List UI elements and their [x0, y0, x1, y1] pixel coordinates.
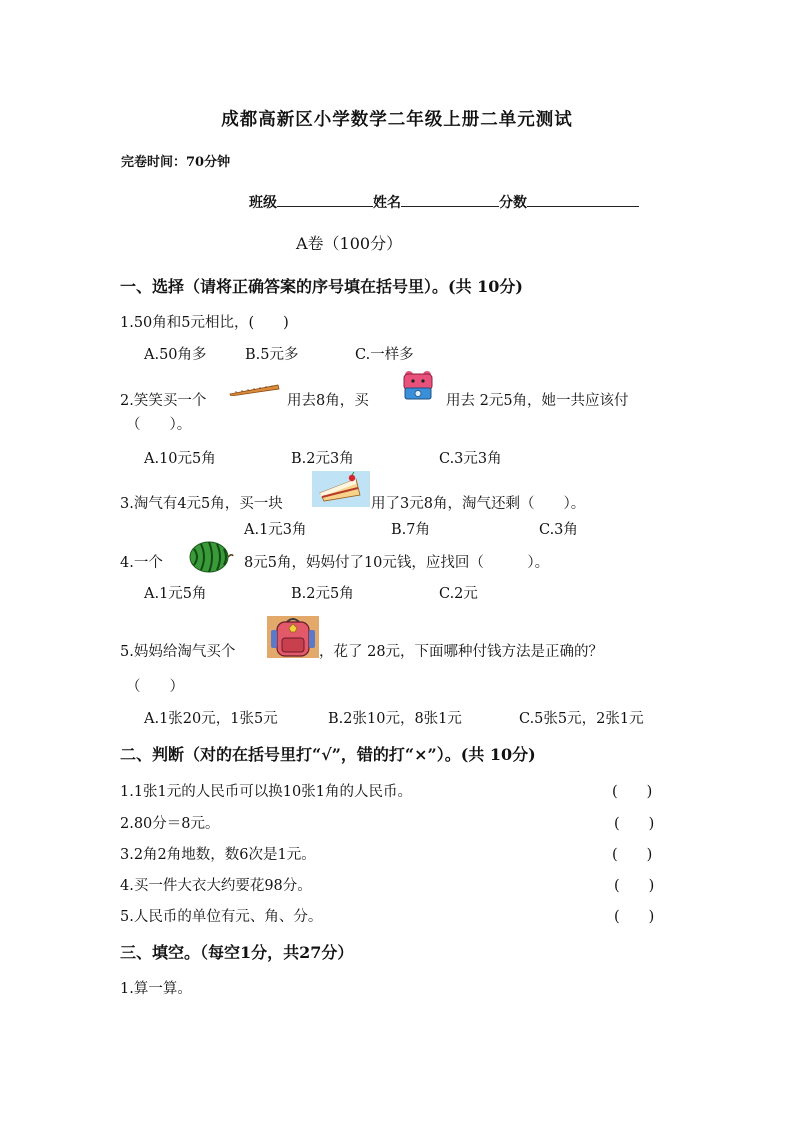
judge-answer-paren-3[interactable]: ( ): [612, 847, 653, 863]
q3-option-a: A.1元3角: [244, 522, 307, 538]
class-label: 班级: [249, 195, 277, 211]
q5-text-a: 5.妈妈给淘气买个: [120, 644, 236, 660]
q3-text-b: 用了3元8角，淘气还剩（ ）。: [371, 496, 586, 512]
q2-text-a: 2.笑笑买一个: [120, 393, 207, 409]
q2-option-a: A.10元5角: [144, 451, 216, 467]
judge-item-2: 2.80分＝8元。: [120, 816, 220, 832]
time-limit: 完卷时间：70分钟: [121, 155, 231, 170]
pencil-sharpener-icon: [400, 369, 436, 401]
q1-text: 1.50角和5元相比，( ): [120, 315, 289, 331]
q1-option-c: C.一样多: [355, 347, 414, 363]
judge-answer-paren-4[interactable]: ( ): [614, 878, 655, 894]
page-title: 成都高新区小学数学二年级上册二单元测试: [221, 110, 573, 130]
fill-q1-text: 1.算一算。: [120, 981, 192, 997]
watermelon-icon: [188, 540, 234, 574]
q4-text-a: 4.一个: [120, 555, 163, 571]
cake-slice-icon: [312, 471, 370, 507]
judge-item-3: 3.2角2角地数，数6次是1元。: [120, 847, 316, 863]
judge-answer-paren-5[interactable]: ( ): [614, 909, 655, 925]
q2-option-c: C.3元3角: [439, 451, 502, 467]
q4-option-c: C.2元: [439, 586, 478, 602]
q1-option-a: A.50角多: [144, 347, 207, 363]
q3-text-a: 3.淘气有4元5角，买一块: [120, 496, 283, 512]
judge-item-5: 5.人民币的单位有元、角、分。: [120, 909, 323, 925]
judge-item-1: 1.1张1元的人民币可以换10张1角的人民币。: [120, 784, 412, 800]
paper-label: A卷（100分）: [296, 234, 403, 253]
section3-heading: 三、填空。（每空1分，共27分）: [120, 943, 354, 962]
backpack-icon: [267, 616, 319, 658]
judge-item-4: 4.买一件大衣大约要花98分。: [120, 878, 312, 894]
score-label: 分数: [499, 195, 527, 211]
class-blank[interactable]: [277, 193, 373, 207]
q3-option-c: C.3角: [539, 522, 578, 538]
score-blank[interactable]: [527, 193, 639, 207]
section1-heading: 一、选择（请将正确答案的序号填在括号里）。(共 10分): [120, 277, 523, 296]
q5-option-b: B.2张10元，8张1元: [328, 711, 462, 727]
q2-text-c: 用去 2元5角，她一共应该付: [446, 393, 629, 409]
q4-option-b: B.2元5角: [291, 586, 354, 602]
ruler-icon: [228, 381, 280, 395]
name-blank[interactable]: [401, 193, 499, 207]
judge-answer-paren-2[interactable]: ( ): [614, 816, 655, 832]
q3-option-b: B.7角: [391, 522, 430, 538]
q4-option-a: A.1元5角: [144, 586, 207, 602]
section2-heading: 二、判断（对的在括号里打“√”，错的打“×”）。(共 10分): [120, 745, 536, 764]
q5-text-b: ，花了 28元，下面哪种付钱方法是正确的？: [319, 644, 604, 660]
student-info-row: [249, 192, 639, 212]
q1-option-b: B.5元多: [245, 347, 299, 363]
q2-text-b: 用去8角，买: [287, 393, 369, 409]
name-label: 姓名: [373, 195, 401, 211]
q5-option-c: C.5张5元，2张1元: [519, 711, 644, 727]
q5-text-c: （ ）: [126, 679, 184, 695]
q2-option-b: B.2元3角: [291, 451, 354, 467]
judge-answer-paren-1[interactable]: ( ): [612, 784, 653, 800]
q5-option-a: A.1张20元，1张5元: [144, 711, 278, 727]
q4-text-b: 8元5角，妈妈付了10元钱，应找回（ ）。: [244, 555, 550, 571]
q2-text-d: （ ）。: [126, 417, 192, 433]
